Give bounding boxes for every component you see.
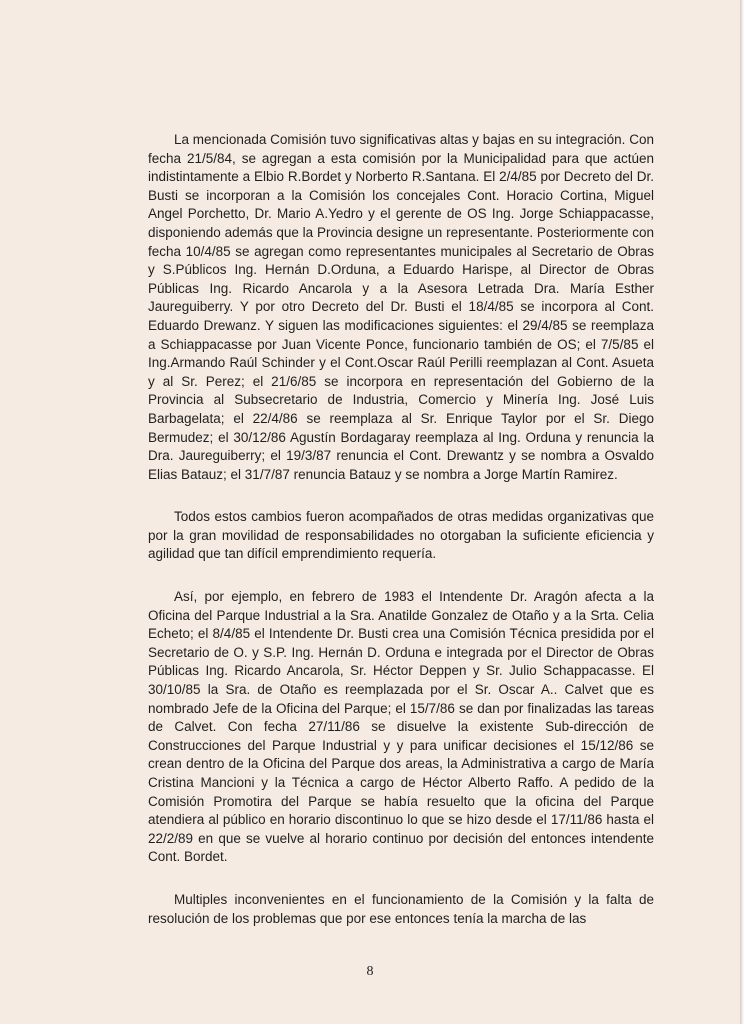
paragraph-commission-changes: La mencionada Comisión tuvo significativas altas y bajas en su integración. Con fecha 21/5/84, se agregan a esta comisión por la Municipalidad para que actúen indistintamente a Elbio R.Bordet y Norberto R.Santana. El 2/4/85 por Decreto del Dr. Busti se incorporan a la Comisión los concejales Cont. Horacio Cortina, Miguel Angel Porchetto, Dr. Mario A.Yedro y el gerente de OS Ing. Jorge Schiappacasse, disponiendo además que la Provincia designe un representante. Posteriormente con fecha 10/4/85 se agregan como representantes municipales al Secretario de Obras y S.Públicos Ing. Hernán D.Orduna, a Eduardo Harispe, al Director de Obras Públicas Ing. Ricardo Ancarola y a la Asesora Letrada Dra. María Esther Jaureguiberry. Y por otro Decreto del Dr. Busti el 18/4/85 se incorpora al Cont. Eduardo Drewanz. Y siguen las modificaciones siguientes: el 29/4/85 se reemplaza a Schiappacasse por Juan Vicente Ponce, funcionario también de OS; el 7/5/85 el Ing.Armando Raúl Schinder y el Cont.Oscar Raúl Perilli reemplazan al Cont. Asueta y al Sr. Perez; el 21/6/85 se incorpora en representación del Gobierno de la Provincia al Subsecretario de Industria, Comercio y Minería Ing. José Luis Barbagelata; el 22/4/86 se reemplaza al Sr. Enrique Taylor por el Sr. Diego Bermudez; el 30/12/86 Agustín Bordagaray reemplaza al Ing. Orduna y renuncia la Dra. Jaureguiberry; el 19/3/87 renuncia el Cont. Drewantz y se nombra a Osvaldo Elias Batauz; el 31/7/87 renuncia Batauz y se nombra a Jorge Martín Ramirez. xyxy=(148,132,654,482)
page-edge xyxy=(740,0,744,1024)
paragraph-inconveniences: Multiples inconvenientes en el funcionamiento de la Comisión y la falta de resolución de los problemas que por ese entonces tenía la marcha de las xyxy=(148,891,654,926)
page-number: 8 xyxy=(366,964,374,979)
paragraph-office-examples: Así, por ejemplo, en febrero de 1983 el Intendente Dr. Aragón afecta a la Oficina del Parque Industrial a la Sra. Anatilde Gonzalez de Otaño y a la Srta. Celia Echeto; el 8/4/85 el Intendente Dr. Busti crea una Comisión Técnica presidida por el Secretario de O. y S.P. Ing. Hernán D. Orduna e integrada por el Director de Obras Públicas Ing. Ricardo Ancarola, Sr. Héctor Deppen y Sr. Julio Schappacasse. El 30/10/85 la Sra. de Otaño es reemplazada por el Sr. Oscar A.. Calvet que es nombrado Jefe de la Oficina del Parque; el 15/7/86 se dan por finalizadas las tareas de Calvet. Con fecha 27/11/86 se disuelve la existente Sub-dirección de Construcciones del Parque Industrial y y para unificar decisiones el 15/12/86 se crean dentro de la Oficina del Parque dos areas, la Administrativa a cargo de María Cristina Mancioni y la Técnica a cargo de Héctor Alberto Raffo. A pedido de la Comisión Promotira del Parque se había resuelto que la oficina del Parque atendiera al público en horario discontinuo lo que se hizo desde el 17/11/86 hasta el 22/2/89 en que se vuelve al horario continuo por decisión del entonces intendente Cont. Bordet. xyxy=(148,589,654,865)
document-body xyxy=(148,131,654,952)
paragraph-organizational-measures: Todos estos cambios fueron acompañados de otras medidas organizativas que por la gran movilidad de responsabilidades no otorgaban la suficiente eficiencia y agilidad que tan difícil emprendimiento requería. xyxy=(148,509,654,562)
